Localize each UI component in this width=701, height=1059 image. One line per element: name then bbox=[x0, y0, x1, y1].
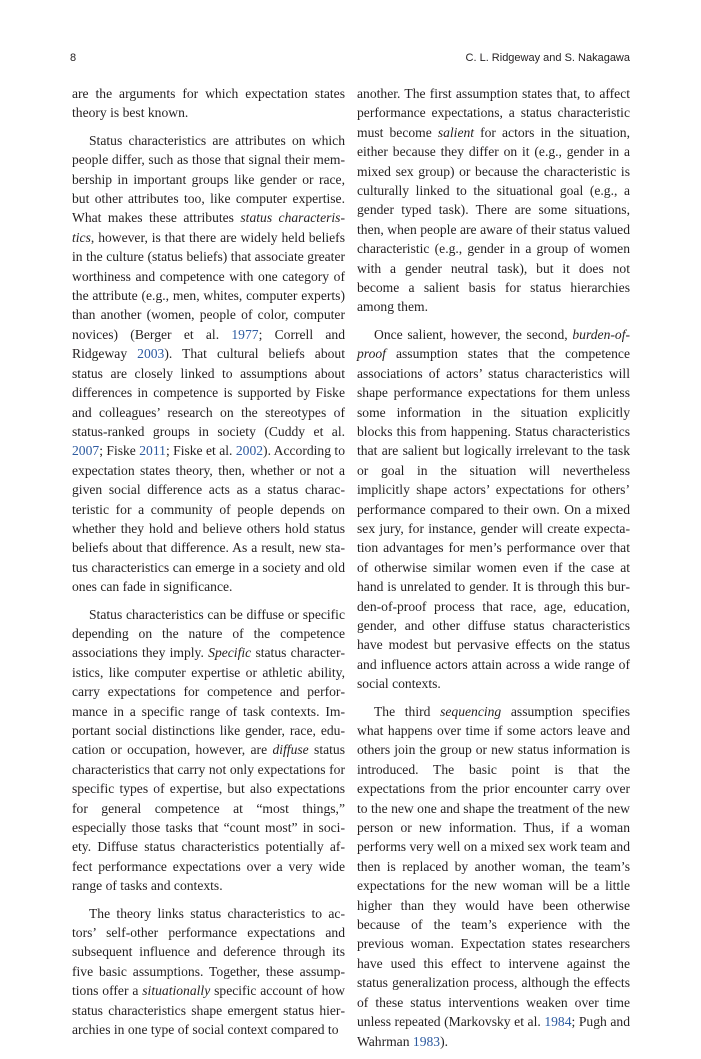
paragraph-text: The theory links status characteristics to actors’ self-other performance expectations and subsequent influence and deference through its five basic assumptions. Together, these assumptions offer a bbox=[72, 905, 345, 999]
paragraph-text: Status characteristics are attributes on which people differ, such as those that signal their membership in important groups like gender or race, but other attributes too, like computer expertise. What makes these attributes bbox=[72, 132, 345, 226]
paragraph-text: Status characteristics can be diffuse or specific depending on the nature of the competence associations they imply. bbox=[72, 606, 345, 661]
paragraph-text: Once salient, however, the second, bbox=[374, 326, 573, 342]
paragraph-text: assumption states that the competence associations of actors’ status characteristics will shape performance expectations for them unless some information in the situation explicitly blocks this from happening. Status characteristics that are salient but logically irrelevant to the task or goal in the situation will nevertheless implicitly shape actors’ expectations for others’ performance compared to their own. On a mixed sex jury, for instance, gender will create expectation advantages for men’s performance over that of otherwise similar women even if the case at hand is unrelated to gender. It is through this burden-of-proof process that race, age, education, gender, and other diffuse status characteristics have modest but pervasive effects on the status and influence actors attain across a wide range of social contexts. bbox=[357, 346, 630, 692]
right-column bbox=[357, 84, 630, 1059]
citation-link[interactable]: 1977 bbox=[231, 326, 259, 342]
emphasis-term: burden-of-proof bbox=[357, 326, 630, 362]
citation-link[interactable]: 2002 bbox=[235, 443, 264, 459]
paragraph-text: specific account of how status characteristics shape emergent status hierarchies in one type of social context compared to bbox=[72, 983, 345, 1038]
citation-link[interactable]: 2003 bbox=[137, 346, 165, 362]
paragraph-text: another. The first assumption states that, to affect performance expectations, a status characteristic must become bbox=[357, 86, 630, 140]
paragraph-burden-of-proof bbox=[357, 325, 630, 694]
running-head: C. L. Ridgeway and S. Nakagawa bbox=[465, 52, 630, 64]
paragraph-text: for actors in the situation, either because they differ on it (e.g., gender in a mixed sex group) or because the characteristic is culturally linked to the situational goal (e.g., a gender typed task). There are some situations, then, when people are aware of their status valued characteristic (e.g., gender in a group of women with a gender neutral task), but it does not become a salient basis for status hierarchies among them. bbox=[357, 124, 631, 315]
paragraph-theory-links bbox=[72, 904, 345, 1040]
paragraph-diffuse-specific bbox=[72, 605, 345, 896]
paragraph-text: ; Fiske bbox=[99, 443, 140, 459]
paragraph-text: ; Pugh and Wahrman bbox=[357, 1014, 631, 1049]
page-number: 8 bbox=[70, 52, 77, 64]
paragraph-text: status characteristics that carry not only expectations for specific types of expertise, but also expectations for general competence at “most things,” especially those tasks that “count most” in society. Diffuse status characteristics potentially affect performance expectations over a very wide range of tasks and contexts. bbox=[72, 742, 345, 894]
emphasis-term: Specific bbox=[208, 645, 252, 661]
emphasis-term: status characteristics bbox=[72, 210, 345, 245]
paragraph-text: assumption specifies what happens over time if some actors leave and others join the group or new status information is introduced. The basic point is that the expectations from the prior encounter carry over to the new one and shape the treatment of the new person or new information. Thus, if a woman performs very well on a mixed sex work team and then is replaced by another woman, the team’s expectations for the new woman will be a little higher than they would have been otherwise because of the team’s experience with the previous woman. Expectation states researchers have used this effect to intervene against the status generalization process, although the effects of these status interventions weaken over time unless repeated (Markovsky et al. bbox=[357, 703, 630, 1030]
paragraph-text: status characteristics, like computer expertise or athletic ability, carry expectations for competence and performance in a specific range of task contexts. Important social distinctions like gender, race, education or occupation, however, are bbox=[72, 645, 345, 758]
citation-link[interactable]: 2007 bbox=[72, 443, 100, 459]
paragraph-text: ). According to expectation states theory, then, whether or not a given social difference acts as a status characteristic for a community of people depends on whether they hold and believe others hold status beliefs about that difference. As a result, new status characteristics can emerge in a society and old ones can fade in significance. bbox=[72, 443, 345, 595]
paragraph-text: ; Fiske et al. bbox=[165, 443, 236, 459]
citation-link[interactable]: 1983 bbox=[412, 1033, 441, 1049]
paragraph-text: ). bbox=[440, 1033, 449, 1049]
emphasis-term: diffuse bbox=[272, 742, 309, 758]
paragraph-salience-assumption bbox=[357, 84, 630, 317]
paragraph-text: ; Correll and Ridgeway bbox=[72, 326, 345, 362]
citation-link[interactable]: 1984 bbox=[544, 1014, 572, 1030]
paragraph-continuation bbox=[72, 84, 345, 123]
emphasis-term: situationally bbox=[142, 983, 211, 999]
paragraph-text: , however, is that there are widely held beliefs in the culture (status beliefs) that associate greater worthiness and competence with one category of the attribute (e.g., men, whites, computer experts) than another (women, people of color, computer novices) (Berger et al. bbox=[72, 229, 345, 342]
paragraph-status-characteristics bbox=[72, 131, 345, 597]
paragraph-sequencing bbox=[357, 702, 630, 1051]
left-column bbox=[72, 84, 345, 1048]
paragraph-text: ). That cultural beliefs about status are closely linked to assumptions about differences in competence is supported by Fiske and colleagues’ research on the stereotypes of status-ranked groups in society (Cuddy et al. bbox=[72, 346, 345, 439]
paragraph-text: are the arguments for which expectation states theory is best known. bbox=[72, 86, 345, 121]
emphasis-term: salient bbox=[437, 124, 475, 140]
citation-link[interactable]: 2011 bbox=[139, 443, 166, 459]
emphasis-term: sequencing bbox=[440, 703, 502, 719]
page-header bbox=[70, 51, 630, 67]
paragraph-text: The third bbox=[374, 703, 441, 719]
